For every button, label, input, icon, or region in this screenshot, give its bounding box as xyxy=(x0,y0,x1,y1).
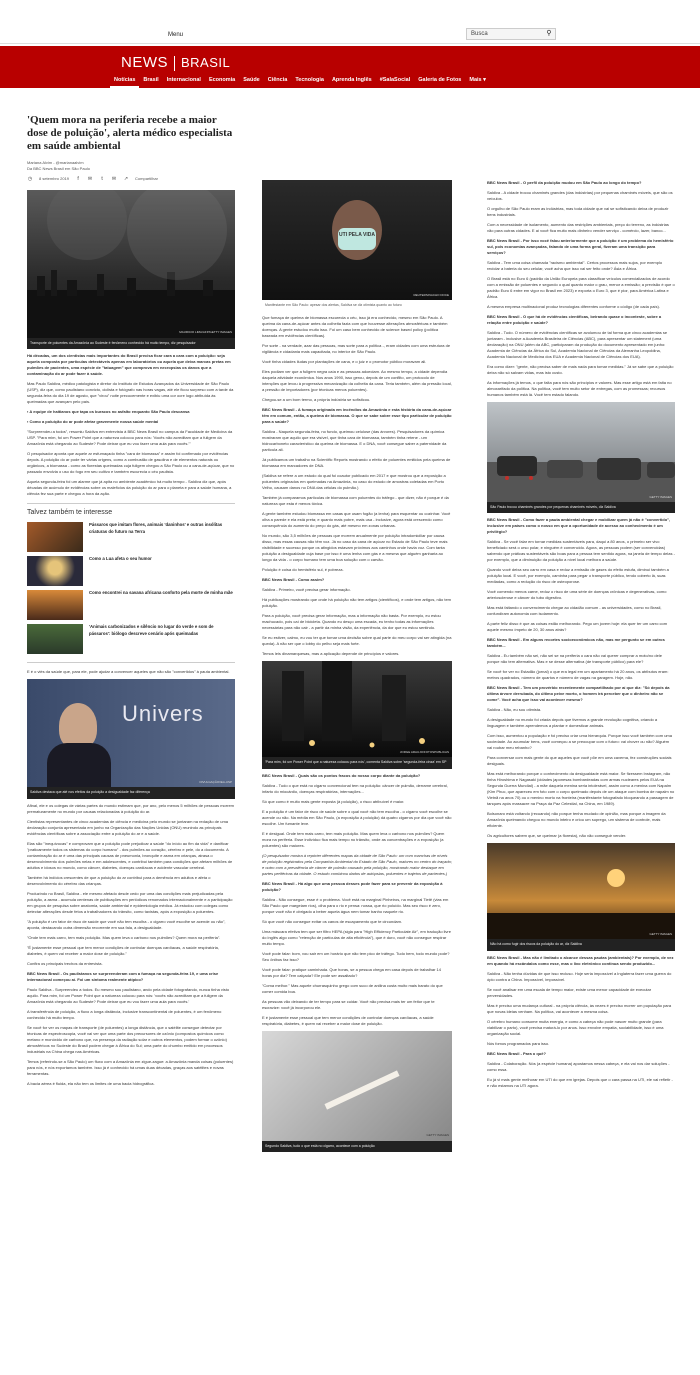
image-credit: GETTY IMAGES xyxy=(649,494,672,499)
interview-answer: Já publicamos um trabalho na Scientific Reports mostrando o efeito de poluentes emitidos pela queima de biomassa em marcadores de DNA. xyxy=(262,457,451,469)
interview-answer: Nós fomos programados para isso. xyxy=(487,1040,550,1046)
image-caption: Segundo Saldiva, tudo o que está no cigarro, acontece com a poluição xyxy=(262,1141,452,1152)
nav-item-galeria[interactable]: Galeria de Fotos xyxy=(418,77,462,83)
related-bullet-2[interactable]: ▪ Como a poluição do ar pode afetar gravemente nossa saúde mental xyxy=(27,418,159,424)
interview-answer: (Saldiva se refere a um estudo do qual foi coautor publicado em 2017 e que mostrou que a exposição a poluentes originados em queimadas na Amazônia, no caso do estudo de amostras coletadas em Porto Velho, causam danos no DNA das células do pulmão.) xyxy=(262,473,446,491)
image-dark-street xyxy=(262,661,452,768)
interview-question: BBC News Brasil - O perfil da poluição mudou em São Paulo ao longo do tempo? xyxy=(487,180,642,185)
related-stories xyxy=(27,503,235,664)
related-heading: Talvez também te interesse xyxy=(27,508,113,516)
image-credit: DIVULGAÇÃO/IEA-USP xyxy=(199,779,232,784)
interview-answer: Se você for ver no Estadão (jornal) o que era legal em um apartamento há 20 anos, os atributos eram: metros quadrados, número de quartos e número de vagas na garagem. Hoje, não. xyxy=(487,669,669,681)
nav-item-saude[interactable]: Saúde xyxy=(243,77,260,83)
image-credit: GETTY IMAGES xyxy=(649,931,672,936)
related-item[interactable] xyxy=(27,624,235,654)
image-credit: REUTERS/NACHO DOCE xyxy=(413,292,449,297)
news-brasil-logo[interactable]: NEWS BRASIL xyxy=(121,54,231,71)
interview-answer: As pessoas vão deixando de ter tempo para se cuidar. Você não precisa mais ter um feitor que te escravize: você já incorporou ele. xyxy=(262,998,435,1010)
author-line: Da BBC News Brasil em São Paulo xyxy=(27,165,90,171)
ground-silhouette xyxy=(487,913,675,939)
facebook-icon[interactable]: f xyxy=(77,175,79,182)
interview-answer: E é desigual. Onde tem mais carro, tem mais poluição. Mas quem leva o carbono nos pulmões? Quem mora na periferia. Esse indivíduo fica mais tempo no trânsito, onde as concentrações e a exposição (a poluentes) são maiores. xyxy=(262,830,445,848)
article-column-2 xyxy=(262,180,452,1156)
interview-question: BBC News Brasil - A fumaça originada em incêndios da Amazônia e esta história da cana-de-açúcar têm em comum, então, a queima de biomassa. O que se sabe sobre esse tipo particular de poluição para a saúde? xyxy=(262,407,452,425)
menu-button[interactable]: Menu xyxy=(168,32,184,38)
image-cigarette xyxy=(262,1031,452,1152)
image-caption: Não há como fugir dos riscos da poluição do ar, diz Saldiva xyxy=(487,939,675,950)
nav-item-mais[interactable]: Mais ▾ xyxy=(469,77,486,83)
interview-answer: Uma máscara efetiva tem que ser filtro HEPA (sigla para "High Efficiency Particulate Air", em tradução livre do inglês algo como "retenção de partículas de alta eficiência"), que é duro, você não consegue respirar muito tempo. xyxy=(262,928,451,946)
clock-icon: ◷ xyxy=(27,175,33,182)
share-row xyxy=(27,176,235,182)
image-smog-skyline xyxy=(27,190,235,349)
paragraph: "A poluição é um fator de risco de saúde que você não tem escolha - o cigarro você escolhe se acende ou não", aponta, destacando outra dimensão recorrente em sua fala, a desigualdade. xyxy=(27,918,226,930)
dark-street-photo xyxy=(262,661,452,757)
cigarette-photo xyxy=(262,1031,452,1141)
related-thumb xyxy=(27,522,83,552)
smog-skyline-photo xyxy=(27,190,235,338)
nav-item-economia[interactable]: Economia xyxy=(208,77,236,83)
search-input[interactable]: Busca xyxy=(466,28,556,40)
nav-item-noticias[interactable]: Notícias xyxy=(110,74,139,88)
paragraph: Produzindo no Brasil, Saldiva - ele mesmo afetado desde cedo por uma das condições mais prejudicadas pela poluição, a asma - acumula centenas de publicações em periódicos renomados internacionalmente e a participação em grupos de pesquisa sobre anatomia, saúde ambiental e epidemiologia médica. Já estudou com colegas como detectar alterações desde fetos a trabalhadores do trânsito, como taxistas, após a exposição a poluentes. xyxy=(27,890,233,914)
interview-answer: A desigualdade no mundo foi criada depois que tivemos a grande revolução cognitiva, criando a linguagem e também aprendemos a plantar e domesticar animais. xyxy=(487,717,658,729)
interview-answer: O orgulho de São Paulo eram as indústrias, mas toda cidade que vai se sofisticando deixa de produzir bens industriais. xyxy=(487,206,669,217)
nav-item-internacional[interactable]: Internacional xyxy=(166,77,201,83)
image-caption: Manifestante em São Paulo: apesar dos alertas, Saldiva se diz otimista quanto ao futuro xyxy=(262,300,452,311)
image-credit: GETTY IMAGES xyxy=(426,1133,449,1137)
share-icon[interactable]: ↗ xyxy=(123,175,129,182)
interview-answer: Saldiva - Colaboração. Nós (a espécie humana) apostamos nessa cabeça, e ela vai nos dar soluções - como essa. xyxy=(487,1060,670,1072)
paragraph: Afinal, ele e os colegas de várias partes do mundo estimam que, por ano, pelo menos 5 milhões de pessoas morrem prematuramente no mundo por causas relacionadas à poluição do ar. xyxy=(27,802,234,814)
traffic-graphic xyxy=(487,402,675,502)
paragraph: Eles podiam ver que a fuligem negra caía e as pessoas adoeciam. Ao mesmo tempo, a cidade dependia daquela atividade econômica. Nos anos 1990, isso gerou, depois de um conflito, um protocolo de intenções que levou à progressiva mecanização da colheita da cana. Teria também, além da pressão local, a pressão de importadores (por técnicas menos poluentes). xyxy=(262,369,452,393)
paragraph: Elas são "inequívocas" e comprovam que a poluição pode prejudicar a saúde "do início ao fim da vida" e danificar "praticamente todos os sistemas do corpo humano" - dos pulmões ao coração, cérebro e pele, do a documento. A contaminação do ar é uma das principais causas de pneumonia, bronquite e asma em crianças, atrasa o desenvolvimento dos pulmões nelas e em adolescentes, e contribui também para condições que afetam milhões de adultos e idosos no mundo, como câncer, diabetes, doenças cardíacas e acidente vascular cerebral. xyxy=(27,840,233,870)
interview-question: BBC News Brasil - Como assim? xyxy=(262,577,325,583)
image-caption: Saldiva destaca que até nos efeitos da poluição a desigualdade faz diferença xyxy=(27,787,235,798)
interview-answer: O Brasil está no Euro 6 (padrão da União Europeia para classificar veículos comercializados de acordo com a emissão de poluentes e segundo o qual quanto maior o grau, menor a emissão; a previsão é que o padrão Euro 6 entre em vigor no Brasil em 2023) e exporta o Euro 3, que é pior, para América Latina e África. xyxy=(487,276,675,299)
interview-answer: Há publicações mostrando que onde há poluição não tem artigos (científicos), e onde tem artigos, não tem poluição. xyxy=(262,597,451,609)
paragraph: Mas Paulo Saldiva, médico patologista e diretor do Instituto de Estudos Avançados da Universidade de São Paulo (USP), diz que, como paulistano convicto, ciclista e fotógrafo nas horas vagas, até ele ficou surpreso com a tarde da segunda-feira do dia 19 de agosto, que "virou" noite precocemente e exibiu uma cor ocre logo atribuída às queimadas que avançam pelo país. xyxy=(27,380,234,404)
interview-answer: Saldiva - Não consegue, esse é o problema. Você está na marginal Pinheiros, na marginal Tietê (vias em São Paulo que margeiam rios), olha para o rio e pensa: nossa, que rio poluído. Mas seu risco é zero, porque você não é obrigado a beber aquela água nem tomar banho naquele rio. xyxy=(262,896,449,914)
interview-answer: A mesma empresa multinacional produz tecnologias diferentes conforme o código (de cada país). xyxy=(487,304,660,309)
interview-answer: A bacia aérea é fluida, ela não tem os limites de uma bacia hidrográfica. xyxy=(27,1080,155,1086)
search-icon[interactable]: ⚲ xyxy=(546,30,552,37)
interview-answer: Se eu estiver, calmo, eu vou ter que tomar uma decisão sobre qual parte do meu corpo vai ser atingida (na queda). A não ser que o lobby do pelho seja mais forte. xyxy=(262,635,452,647)
traffic-photo xyxy=(487,402,675,502)
interview-answer: Mas é preciso uma mudança cultural - na própria ciência, às vezes é preciso morrer um pupulação para que novas ideias venham. Na política, vai acontecer a mesma coisa. xyxy=(487,1002,672,1014)
interview-answer: Saldiva - Não tenha dúvidas de que isso recluso. Hoje seria impossível a Inglaterra fazer uma guerra do ópio contra a China. Impossível, impossível. xyxy=(487,970,672,982)
paragraph: O pesquisador aponta que aquele ar esfumaçado tinha "cara de biomassa" e assim foi confirmado por evidências depois. A poluição do ar pode ter várias origens, como a combustão de gasolina e de elementos naturais ou orgânicos, a biomassa - como as florestas queimadas cuja fuligem chegou a São Paulo ou a cana-de-açúcar, que no passado envolvia o uso do fogo em seu cultivo e também escurecia o céu paulista. xyxy=(27,450,235,474)
interview-answer: (O pesquisador mostra à repórter diferentes mapas da cidade de São Paulo: um com manchas de níveis de poluição registrados pela Companhia Ambiental do Estado de São Paulo, maiores no centro do traçado; e outro com a prevalência de câncer de pulmão causado pela poluição, mostrando maior destaque em partes periféricas da cidade. O estudo combinou dados de autópsias, poluentes e trajetos de pacientes.) xyxy=(262,852,452,876)
nav-item-ciencia[interactable]: Ciência xyxy=(267,77,288,83)
image-caption: Transporte de poluentes da Amazônia ao Sudeste é fenômeno conhecido há muito tempo, diz pesquisador xyxy=(27,338,235,349)
interview-answer: Saldiva - Tudo. O número de evidências científicas se avolumou de tal forma que cinco academias se juntaram - inclusive a Academia Brasileira de Ciências (ABC), para apresentar um statement (uma declaração) na ONU (além da ABC, participaram da produção do documento apresentado em junho: Academia de Ciências da África do Sul, Academia Nacional de Ciências da Alemanha Leopoldina, Academia Nacional de Medicina dos EUA e Academia Nacional de Ciências dos EUA). xyxy=(487,330,668,359)
interview-answer: E a poluição é um fator de risco de saúde sobre o qual você não tem escolha - o cigarro você escolhe se acende ou não. Na média em São Paulo, (a exposição à poluição) dá quatro cigarros por dia que você não escolhe. Um fumante leve. xyxy=(262,808,452,826)
interview-answer: Para a poluição, você precisa gerar informação, mas a informação não basta. Por exemplo, eu estou machucado, pois caí de bicicleta. Quando eu desço uma escada, eu tenho todas as informações necessárias para não cair - a partir da minha visão, da experiência, da dor que eu estou sentindo. xyxy=(262,613,441,631)
image-credit: JORGE ARAUJO/FOTOSPUBLICAS xyxy=(399,749,449,754)
interview-answer: Para conversar com mais gente do que aqueles que você põe em uma caverna, fez construções sociais desiguais. xyxy=(487,755,672,767)
interview-answer: Só que você não consegue evitar os canos de escapamento que te circundam. xyxy=(262,918,403,924)
image-caption: 'Para mim, foi um Power Point que a natureza colocou para nós', comenta Saldiva sobre 'segunda-feira cinza' em SP xyxy=(262,757,452,768)
interview-answer: Saldiva - Eu também não sei, não sei se na periferia o cara não vai querer comprar a moto/no dele porque não tem alternativa. Mas e se desse alternativa (de transporte público) para ele? xyxy=(487,653,662,665)
related-item[interactable] xyxy=(27,522,235,552)
paragraph: Cientistas representantes de cinco academias de ciência e medicina pelo mundo se juntaram na redação de uma declaração conjunta apresentada em junho na Organização das Nações Unidas (ONU) reunindo as principais evidências científicas sobre a associação entre a poluição do ar e a saúde. xyxy=(27,818,229,836)
interview-answer: Saldiva - Não, eu sou otimista. xyxy=(487,707,542,713)
interview-answer: Se você for ver os mapas de transporte (de poluentes) a longa distância, que o satélite consegue detectar por técnicas de espectroscopia, você vai ver que uma parte dos precursores de ozônio (compostos químicos como metano e monóxido de carbono que, na presença da radiação solar e outros elementos, podem formar o ozônio) atmosféricos no Sudeste do Brasil podem chegar à África do Sul; uma parte do chumbo emitido em processos industriais na China chega nas Américas. xyxy=(27,1024,227,1054)
paragraph: E é o viés da saúde que, para ele, pode ajudar a convencer aqueles que não são "convertidos" à pauta ambiental. xyxy=(27,669,230,675)
interview-answer: Você pode falar: pratique caminhada. Que horas, se a pessoa chega em casa depois de trabalhar 14 horas por dia? Tem calçada? Ele pode ser assaltado? xyxy=(262,966,442,978)
saldiva-photo xyxy=(27,679,235,787)
image-sunset-pollution xyxy=(487,843,675,950)
interview-answer: Você comendo menos carne, reduz o risco de uma série de doenças crônicas e degenerativas, como arteriosclerose e câncer do tubo digestivo. xyxy=(487,589,667,601)
paragraph: Chegou-se a um bom termo, a própria indústria se sofisticou. xyxy=(262,397,371,403)
interview-answer: A transferência de poluição, a fluxo a longa distância, inclusive transcontinental de poluentes, é um fenômeno conhecido há muito tempo. xyxy=(27,1008,222,1020)
image-credit: MAURICIO LIMA/AFP/GETTY IMAGES xyxy=(179,330,232,335)
interview-answer: Quando você deixa seu carro em casa e reduz a emissão de gases do efeito estufa, diminui também a poluição local. E você, por exemplo, caminha para pegar o transporte público, tendo coberto lá, suas mediadas, como a redução do risco de osteoporose. xyxy=(487,567,669,585)
article-headline: 'Quem mora na periferia recebe a maior dose de poluição', alerta médico especialista em saúde ambiental xyxy=(27,114,233,153)
interview-question: BBC News Brasil - Em alguns recortes socioeconômicos não, mas me pergunto se em outros também... xyxy=(487,637,665,649)
interview-answer: Saldiva - Tem uma coisa chamada "racismo ambiental". Certos processos mais sujos, por exemplo reciclar a bateria do seu celular, você acha que isso vai ser feito onde? Ásia e África. xyxy=(487,260,663,271)
interview-answer: E é justamente esse pessoal que tem menor condições de controlar doenças cardíacas, a saúde respiratória, diabetes, é quem vai receber a maior dose de poluição. xyxy=(262,1014,434,1026)
cigarette-shape xyxy=(324,1070,399,1109)
interview-answer: Poluição é coisa do hemisfério sul, é pobreza. xyxy=(262,567,344,573)
related-thumb xyxy=(27,624,83,654)
interview-answer: Saldiva - Naquela segunda-feira, no fundo, queimou celulose (das árvores). Pesquisadores da química mostraram que aquilo que era visível, que tinha cara de biomassa, também tinha retene - um hidrocarboneto característico da queima de biomassa. E o DNA, você consegue saber a paternidade da partícula ali. xyxy=(262,429,447,453)
related-item[interactable] xyxy=(27,556,235,586)
interview-question: BBC News Brasil - Os paulistanos se surpreenderam com a fumaça na segunda-feira 19, e uma crise internacional começou aí. Foi um sintoma realmente atípico? xyxy=(27,970,219,982)
interview-answer: "Coma melhor." Mas aquele churrasquinho grego com suco de anilina custa muito mais barato do que comer comida boa. xyxy=(262,982,443,994)
author-name: Mariana Alvim - @marianaalvim xyxy=(27,159,84,165)
interview-answer: Mas está melhorando porque o conhecimento da desigualdade está maior. Se fizessem Instagram, não tinha Hiroshima e Nagasaki (cidades japonesas bombardeadas com armas nucleares pelos EUA na Segunda Guerra Mundial) - a mãe daquela menina seria intolerável, assim como a menina com Napalm (Kim Phuc, que apareceu em foto com o corpo queimado depois de um ataque com bomba de napalm no Vietnã na anos 70) ou o menino morto na fronteira (manifestante fotografado bloqueando a passagem de tanques após massacre na Praça da Paz Celestial, na China, em 1989). xyxy=(487,771,675,807)
main-nav xyxy=(110,74,670,88)
mask-text: UTI PELA VIDA xyxy=(338,228,376,250)
messenger-icon[interactable]: ✉ xyxy=(87,175,93,182)
interview-answer: A parte feliz disso é que as coisas estão melhorando. Pego um jovem hoje: ela quer ter um carro com aquele mesmo ímpeto de 20, 30 anos atrás? xyxy=(487,621,668,633)
interview-question: BBC News Brasil - O que há de evidências científicas, beirando quase o inconteste, sobre a relação entre poluição e saúde? xyxy=(487,314,662,325)
related-title[interactable]: Como a Lua afeta o seu humor xyxy=(89,556,152,562)
interview-answer: Saldiva - Tudo o que está no cigarro convencional tem na poluição: câncer de pulmão, derrame cerebral, infarto do miocárdio, doenças respiratórias, internações... xyxy=(262,782,448,794)
protester-photo xyxy=(262,180,452,300)
email-icon[interactable]: ✉ xyxy=(111,175,117,182)
interview-answer: Com a necessidade de isolamento, aumento das restrições ambientais, preço do terreno, as indústrias vão para outras cidades. E aí você fica muito mais dinheiro vender serviço - comércio, lazer, banco... xyxy=(487,222,669,233)
interview-answer: Saldiva - Se você falar em tornar medidas sustentáveis para, daqui a 80 anos, o primeiro ser vivo beneficiado será o urso polar, e ninguém é convencido. Agora, as pessoas podem (ser convencidas) sabendo que práticas sustentáveis são boas para a pessoa tem sentido agora, na janela de tempo delas - por exemplo, que a diminuição da poluição a nível local melhora a saúde. xyxy=(487,539,675,563)
paragraph: Você tinha cidades iludas por plantações de cana, e o juiz e o promotor público moravam ali. xyxy=(262,359,427,365)
image-protester xyxy=(262,180,452,311)
related-title[interactable]: Pássaros que imitam flores, animais 'daninhos' e outras insólitas criaturas do futuro na Terra xyxy=(89,522,223,534)
nav-item-aprenda-ingles[interactable]: Aprenda Inglês xyxy=(331,77,372,83)
interview-answer: Saldiva - Primeiro, você precisa gerar informação. xyxy=(262,587,351,593)
image-traffic xyxy=(487,402,675,513)
interview-answer: A gente também estudou biomassa em casas que usam fogão (a lenha) para esquentar ou cozinhar. Você olha a parede e ela está preta; e quanto mais pobre, mais usa - inclusive, agora está crescendo como consequência do aumento do preço do gás, até mesmo em zonas urbanas. xyxy=(262,511,451,529)
interview-answer: Era como dizer: "gente, não precisa saber de mais nada para tomar medidas." Já se sabe que a poluição deixa não só salvam vidas, mas isto custo. xyxy=(487,364,674,375)
article-column-1 xyxy=(27,96,235,1091)
interview-answer: Os agricultores sabem que, se queimar (a floresta), não vão conseguir vender. xyxy=(487,833,627,839)
university-sign-text: Univers xyxy=(122,701,204,727)
paragraph: Que fumaça de queima de biomassa escurecia o céu, isso já era conhecido, mesmo em São Paulo. A queima da cana-de-açúcar antes da colheita fazia com que houvesse alterações atmosféricas e também doenças. A gente estudou muito isso. Foi um caso bem conhecido de science based policy (política baseada em evidências científicas). xyxy=(262,315,448,339)
paragraph: Confira os principais trechos da entrevista. xyxy=(27,960,103,966)
interview-answer: Saldiva - A cidade trocou chaminés grandes (das indústrias) por pequenas chaminés móveis, que são os veículos. xyxy=(487,190,673,201)
portrait-body xyxy=(47,743,111,787)
interview-answer: Mas está faltando o convencimento chegar ao cidadão comum - as universidades, como no Brasil, confundiram autonomia com isolamento. xyxy=(487,605,662,617)
interview-question: BBC News Brasil - Por isso você falou anteriormente que a poluição é um problema do hemisfério sul, pois economias avançadas, falando de uma forma geral, fizeram uma transição para serviços? xyxy=(487,238,674,255)
related-title[interactable]: 'Animais carbonizados e silêncio no lugar do verde e som de pássaros': biólogo descreve cenário após queimadas xyxy=(89,624,214,636)
interview-question: BBC News Brasil - Mas não é limitado o alcance dessas pautas (ambientais)? Por exemplo, de vez em quando há escândalos como esse, mas o lixo eletrônico continua sendo produzido... xyxy=(487,954,674,966)
interview-answer: Você pode falar: bom, vou sair em um horário que não tem pico de tráfego. Tudo bem, todo mundo pode? Seu ônibus faz isso? xyxy=(262,950,450,962)
paragraph: "Onde tem mais carro, tem mais poluição. Mas quem leva o carbono nos pulmões? Quem mora na periferia". xyxy=(27,934,221,940)
related-thumb xyxy=(27,590,83,620)
sunset-photo xyxy=(487,843,675,939)
paragraph: Também há indícios crescentes de que a poluição do ar contribui para a demência em adultos e afeta o desenvolvimento do cérebro das crianças. xyxy=(27,874,211,886)
twitter-icon[interactable]: t xyxy=(101,175,103,182)
nav-item-brasil[interactable]: Brasil xyxy=(143,77,159,83)
interview-question: BBC News Brasil - Há algo que uma pessoa desses pode fazer para se prevenir da exposição à poluição? xyxy=(262,880,443,892)
interview-answer: Paulo Saldiva - Surpreendeu a todos. Eu mesmo sou paulistano, ando pela cidade fotografando, nunca tinha visto aquilo. Para mim, foi um Power Point que a natureza colocou para nós: 'vocês não acreditam que a fuligem da Amazônia está chegando ao Sudeste? Pode deixar que eu vou fazer uma aula para vocês.' xyxy=(27,986,230,1004)
paragraph: "É justamente esse pessoal que tem menor condições de controlar doenças cardíacas, a saúde respiratória, diabetes, é quem vai receber a maior dose de poluição." xyxy=(27,944,219,956)
interview-answer: Se você analisar em uma escala de tempo maior, existe uma menor capacidade de executar perversidades. xyxy=(487,986,652,998)
interview-answer: Temos leis dinamarquesas, mas a aplicação depende de princípios e valores. xyxy=(262,651,400,657)
interview-answer: Eu já vi mais gente melhorar em UTI do que em igrejas. Depois que o cara passa na UTI, ele vai refletir - e não estamos na UTI agora. xyxy=(487,1076,673,1088)
nav-item-salasocial[interactable]: #SalaSocial xyxy=(379,77,411,83)
interview-answer: O cérebro humano consome muita energia, e como a cabeça não pode nascer muito grande (para viabilizar o parto), você precisa maturá-lo por anos. Isso envolve empatia, sociabilidade, isso é uma organização social. xyxy=(487,1018,664,1036)
share-button[interactable]: Compartilhar xyxy=(135,175,158,181)
paragraph: Aquela segunda-feira foi um alarme que já apita no ambiente acadêmico há muito tempo - Saldiva diz que, após décadas de acúmulo de evidências sobre os malefícios da poluição do ar para o planeta e para a saúde humana, a ciência fez sua parte e chegou a hora da ação. xyxy=(27,478,232,496)
interview-answer: No mundo, são 3,5 milhões de pessoas que morrem anualmente por poluição intradomiciliar por causa disso, mas essas causas não têm voz. Já no caso da cana de açúcar no Estado de São Paulo teve mais visibilidade e sucesso porque os atingidos estavam próximos aos caminhos onde havia voz. Com tanta poluição a desigualdade cuja base por isso é uma lenha com gás e a mesma que alguém ganharia ao longo da vida - o corpo humano tem uma boa solução com o carvão. xyxy=(262,533,448,563)
article-column-3 xyxy=(487,180,675,1093)
interview-question: BBC News Brasil - Para o quê? xyxy=(487,1050,546,1056)
paragraph: Por sorte - na verdade, azar das pessoas, mas sorte para a política -, eram cidades com uma estrutura de vigilância e cidadania mais capacitada, no interior de São Paulo. xyxy=(262,343,451,355)
top-bar xyxy=(0,0,700,44)
skyline-graphic xyxy=(27,190,235,338)
byline xyxy=(27,160,235,172)
image-caption: São Paulo trocou chaminés grandes por pequenas chaminés móveis, diz Saldiva xyxy=(487,502,675,513)
street-graphic xyxy=(262,661,452,757)
related-title[interactable]: Como encontrei na savana africana conforto pela morte de minha mãe xyxy=(89,590,233,596)
interview-answer: Bolsonaro está voltando (recuando) não porque tenha mudado de opinião, mas porque a imagem da Amazônia queimando chegou no mundo inteiro e criou um suprego, um sistema de controle, mais eficiente. xyxy=(487,811,666,829)
interview-question: BBC News Brasil - Tem um provérbio recentemente compartilhado por aí que diz: "Só depois da última árvore derrubada, do último peixe morto, o homem irá perceber que o dinheiro não se come". Você acha que isso vai acontecer mesmo? xyxy=(487,685,670,703)
related-bullet-1[interactable]: ▪ A equipe de haitianos que tapa os buracos no asfalto enquanto São Paulo descansa xyxy=(27,408,190,414)
nav-item-tecnologia[interactable]: Tecnologia xyxy=(295,77,324,83)
interview-question: BBC News Brasil - Como fazer a pauta ambiental chegar e mobilizar quem já não é "convertido", inclusive em países como o nosso em que a oportunidade de acesso ao conhecimento é um privilégio? xyxy=(487,517,671,535)
interview-answer: Só que como é muito mais gente exposta (à poluição), o risco atribuível é maior. xyxy=(262,798,405,804)
related-item[interactable] xyxy=(27,590,235,620)
paragraph: "Surpreendeu a todos", resumiu Saldiva em entrevista à BBC News Brasil no campus da Faculdade de Medicina da USP. "Para mim, foi um Power Point que a natureza colocou para nós: 'Vocês não acreditam que a fuligem da Amazônia está chegando ao Sudeste? Pode deixar que eu vou fazer uma aula para vocês.'" xyxy=(27,428,233,446)
related-thumb xyxy=(27,556,83,586)
interview-question: BBC News Brasil - Quais são os pontos fracos do nosso corpo diante da poluição? xyxy=(262,772,421,778)
article-lede: Há décadas, um dos cientistas mais importantes do Brasil precisa ficar cara a cara com a poluição: seja aquela composta por partículas detectáveis apenas em laboratórios ou aquela que deixa marcas pretas em pulmões de pacientes, uma espécie de "tatuagem" que comprova em necropsias os danos que a contaminação do ar pode fazer à saúde. xyxy=(27,352,231,376)
interview-answer: Com isso, aumentou a população e foi preciso criar uma hierarquia. Porque isso você também com uma sociedade. Ao acumular bens, você começou a se preocupar com o futuro: vai chover ou não? Alguém vai roubar meu rebanho? xyxy=(487,733,672,751)
interview-answer: As informações já temos, o que falta para nós são princípios e valores. Mas esse artigo está em falta no almoxarifado da política. Na política, você tem muito setor de entregas, com as promessas; recursos humanos também está lá. Você tem estado falando. xyxy=(487,380,672,397)
interview-answer: Também já comparamos partículas de biomassa com poluentes do tráfego - que dizer, não é porque é da natureza que esta é menos tóxica. xyxy=(262,495,449,507)
interview-answer: Temos (referindo-se a São Paulo) um fluxo com a Amazônia em zigue-zague: a Amazônia manda coisas (poluentes) para nós, e nós exportamos também. Isso já é conhecido há umas duas décadas, graças aos satélites e novas ferramentas. xyxy=(27,1058,234,1076)
image-saldiva xyxy=(27,679,235,798)
sun-shape xyxy=(607,869,625,887)
article-date: 8 setembro 2019 xyxy=(39,175,70,181)
